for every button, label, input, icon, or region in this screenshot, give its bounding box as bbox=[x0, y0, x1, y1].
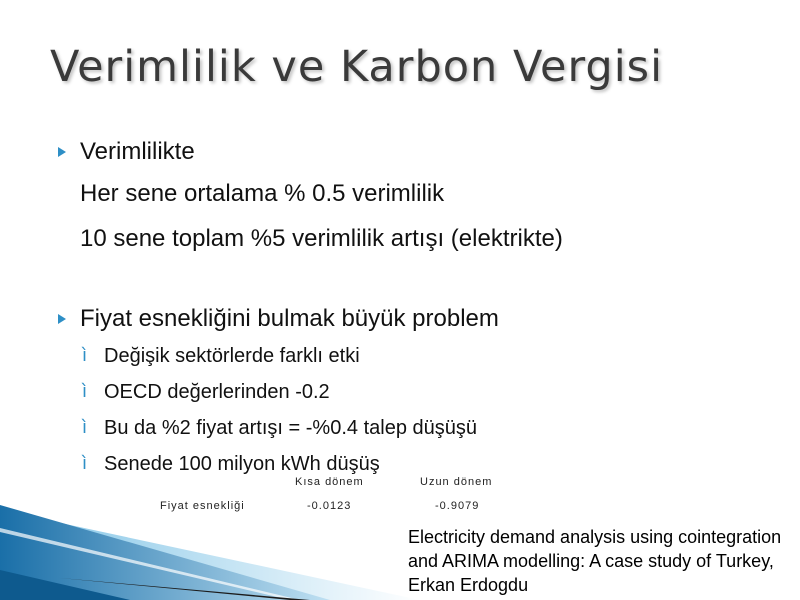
arrow-bullet-icon bbox=[58, 314, 66, 324]
bullet-continuation-2: 10 sene toplam %5 verimlilik artışı (elektrikte) bbox=[80, 225, 563, 252]
sub-bullet-3: Bu da %2 fiyat artışı = -%0.4 talep düşüşü bbox=[104, 417, 477, 439]
sub-bullet-icon: ì bbox=[82, 453, 88, 474]
table-value-long-term: -0.9079 bbox=[435, 500, 480, 512]
bullet-continuation-1: Her sene ortalama % 0.5 verimlilik bbox=[80, 180, 445, 207]
sub-bullet-2: OECD değerlerinden -0.2 bbox=[104, 381, 330, 403]
bullet-fiyat-esnekligi: Fiyat esnekliğini bulmak büyük problem bbox=[80, 305, 499, 332]
bullet-verimlilikte: Verimlilikte bbox=[80, 138, 195, 165]
citation-text: Electricity demand analysis using cointegration and ARIMA modelling: A case study of Turkey, Erkan Erdogdu bbox=[408, 527, 782, 595]
sub-bullet-icon: ì bbox=[82, 417, 88, 438]
arrow-bullet-icon bbox=[58, 147, 66, 157]
sub-bullet-1: Değişik sektörlerde farklı etki bbox=[104, 345, 360, 367]
sub-bullet-4: Senede 100 milyon kWh düşüş bbox=[104, 453, 380, 475]
sub-bullet-icon: ì bbox=[82, 345, 88, 366]
table-row-label: Fiyat esnekliği bbox=[160, 500, 245, 512]
table-value-short-term: -0.0123 bbox=[307, 500, 352, 512]
table-header-long-term: Uzun dönem bbox=[420, 476, 493, 488]
slide-title: Verimlilik ve Karbon Vergisi bbox=[50, 42, 664, 92]
table-header-short-term: Kısa dönem bbox=[295, 476, 364, 488]
sub-bullet-icon: ì bbox=[82, 381, 88, 402]
